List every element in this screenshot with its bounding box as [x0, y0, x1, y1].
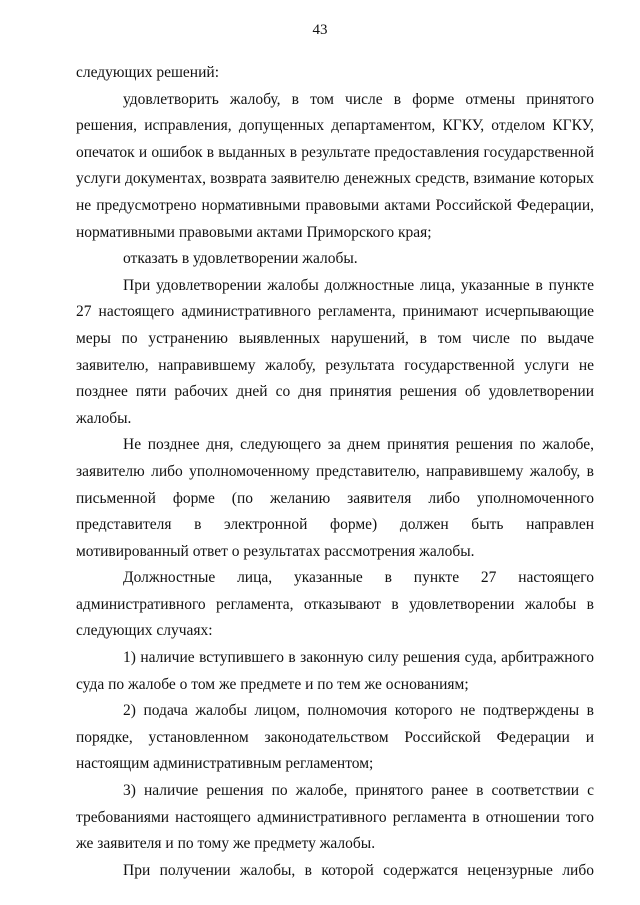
page-number: 43: [312, 22, 328, 38]
list-item-prior-decision: 3) наличие решения по жалобе, принятого ранее в соответствии с требованиями настоящего административного регламента в отношении того же заявителя и по тому же предмету жалобы.: [76, 782, 594, 853]
paragraph-refusal-cases: Должностные лица, указанные в пункте 27 настоящего административного регламента, отказывают в удовлетворении жалобы в следующих случаях:: [76, 569, 594, 640]
list-item-authority-unconfirmed: 2) подача жалобы лицом, полномочия которого не подтверждены в порядке, установленном законодательством Российской Федерации и настоящим административным регламентом;: [76, 702, 594, 773]
paragraph-continuation: следующих решений:: [76, 64, 219, 81]
paragraph-refuse-complaint: отказать в удовлетворении жалобы.: [123, 250, 358, 268]
paragraph-response-deadline: Не позднее дня, следующего за днем принятия решения по жалобе, заявителю либо уполномоченному представителю, направившему жалобу, в письменной форме (по желанию заявителя либо уполномоченного представителя в электронной форме) должен быть направлен мотивированный ответ о результатах рассмотрения жалобы.: [76, 436, 594, 560]
paragraph-satisfy-complaint: удовлетворить жалобу, в том числе в форме отмены принятого решения, исправления, допущенных департаментом, КГКУ, отделом КГКУ, опечаток и ошибок в выданных в результате предоставления государственной услуги документах, возврата заявителю денежных средств, взимание которых не предусмотрено нормативными правовыми актами Российской Федерации, нормативными правовыми актами Приморского края;: [76, 90, 594, 241]
list-item-court-decision: 1) наличие вступившего в законную силу решения суда, арбитражного суда по жалобе о том же предмете и по тем же основаниям;: [76, 649, 594, 693]
paragraph-measures: При удовлетворении жалобы должностные лица, указанные в пункте 27 настоящего административного регламента, принимают исчерпывающие меры по устранению выявленных нарушений, в том числе по выдаче заявителю, направившему жалобу, результата государственной услуги не позднее пяти рабочих дней со дня принятия решения об удовлетворении жалобы.: [76, 276, 594, 427]
paragraph-obscene-complaint: При получении жалобы, в которой содержатся нецензурные либо: [123, 861, 594, 879]
page-body-text: [76, 60, 594, 884]
